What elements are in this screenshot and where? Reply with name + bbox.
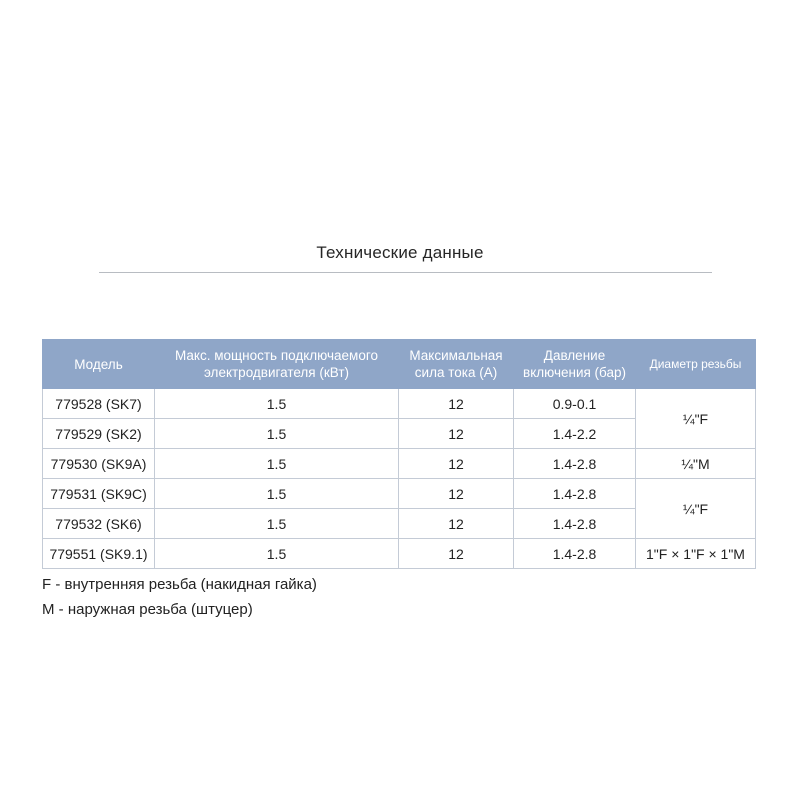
header-current: Максимальная сила тока (А) [399,340,514,389]
cell-power: 1.5 [155,539,399,569]
cell-pressure: 1.4-2.8 [514,539,636,569]
cell-current: 12 [399,539,514,569]
cell-model: 779529 (SK2) [43,419,155,449]
cell-pressure: 1.4-2.8 [514,449,636,479]
cell-thread: ¼"F [636,479,756,539]
table-row [43,449,756,479]
table-row [43,389,756,419]
cell-model: 779528 (SK7) [43,389,155,419]
notes [42,572,317,622]
cell-pressure: 0.9-0.1 [514,389,636,419]
table-row [43,539,756,569]
header-power: Макс. мощность подключаемого электродвигателя (кВт) [155,340,399,389]
table-header-row [43,340,756,389]
cell-power: 1.5 [155,509,399,539]
cell-model: 779530 (SK9A) [43,449,155,479]
cell-current: 12 [399,419,514,449]
cell-thread: 1"F × 1"F × 1"M [636,539,756,569]
spec-table [42,339,756,569]
note-female-thread: F - внутренняя резьба (накидная гайка) [42,576,317,593]
cell-pressure: 1.4-2.8 [514,509,636,539]
table-row [43,479,756,509]
cell-power: 1.5 [155,449,399,479]
cell-power: 1.5 [155,419,399,449]
page-title: Технические данные [316,243,484,262]
cell-pressure: 1.4-2.2 [514,419,636,449]
cell-current: 12 [399,389,514,419]
header-pressure: Давление включения (бар) [514,340,636,389]
cell-pressure: 1.4-2.8 [514,479,636,509]
note-male-thread: M - наружная резьба (штуцер) [42,601,253,618]
title-divider [99,272,712,273]
cell-model: 779551 (SK9.1) [43,539,155,569]
cell-thread: ¼"F [636,389,756,449]
header-thread: Диаметр резьбы [636,340,756,389]
header-model: Модель [43,340,155,389]
cell-current: 12 [399,449,514,479]
cell-model: 779531 (SK9C) [43,479,155,509]
cell-thread: ¼"M [636,449,756,479]
cell-power: 1.5 [155,479,399,509]
cell-power: 1.5 [155,389,399,419]
cell-current: 12 [399,509,514,539]
cell-model: 779532 (SK6) [43,509,155,539]
cell-current: 12 [399,479,514,509]
